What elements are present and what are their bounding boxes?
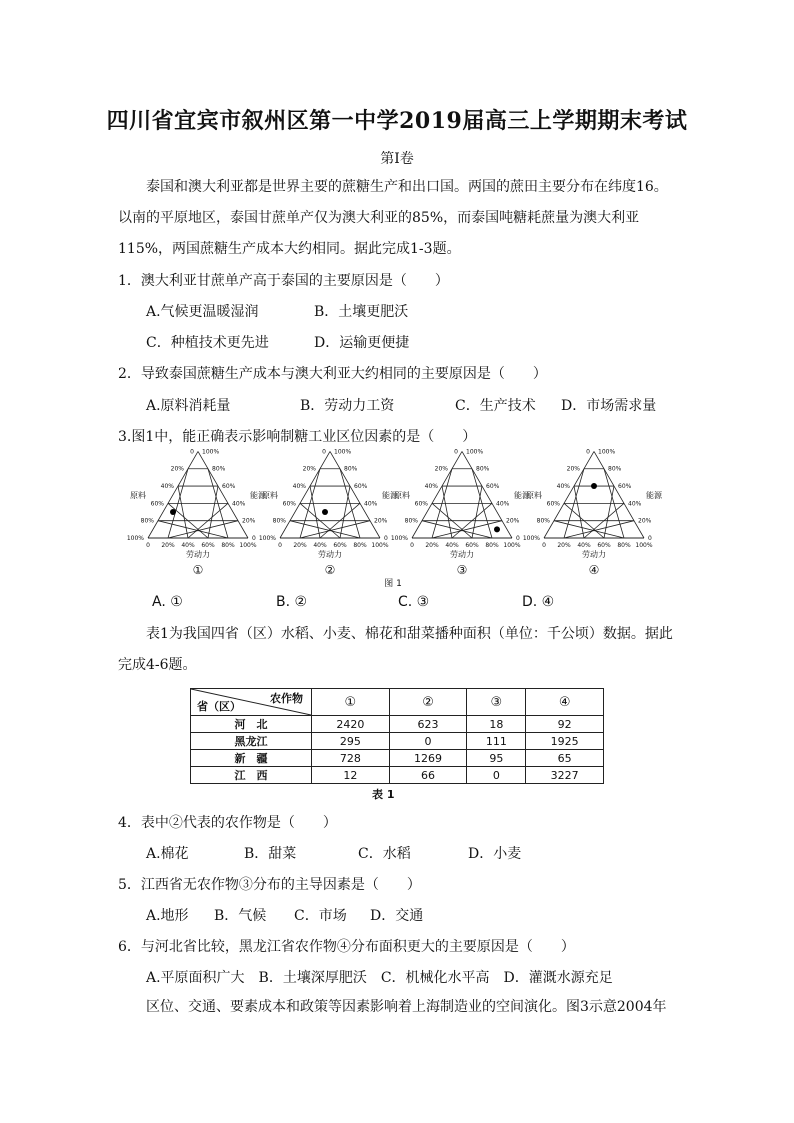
table-header-province: 省（区） (197, 700, 241, 713)
question-4-option-c: C．水稻 (358, 846, 411, 862)
table-cell: 0 (467, 767, 526, 784)
table-cell: 111 (467, 733, 526, 750)
table-cell: 728 (312, 750, 390, 767)
ternary-tick-label: 100% (390, 535, 408, 542)
ternary-tick-label: 40% (292, 483, 306, 491)
ternary-tick-label: 100% (503, 542, 521, 549)
ternary-axis-label-labor: 劳动力 (318, 550, 342, 559)
ternary-tick-label: 40% (160, 483, 174, 491)
ternary-tick-label: 20% (302, 465, 316, 473)
table-cell: 1925 (526, 733, 604, 750)
question-3-stem: 3.图1中，能正确表示影响制糖工业区位因素的是（ ） (118, 429, 477, 445)
ternary-tick-label: 20% (638, 517, 652, 525)
question-6-stem: 6．与河北省比较，黑龙江省农作物④分布面积更大的主要原因是（ ） (118, 939, 575, 955)
table-1 (190, 688, 604, 784)
question-4-option-b: B．甜菜 (244, 846, 297, 862)
question-2-stem: 2．导致泰国蔗糖生产成本与澳大利亚大约相同的主要原因是（ ） (118, 366, 547, 382)
ternary-tick-label: 80% (536, 517, 550, 525)
question-2-option-b: B．劳动力工资 (300, 398, 395, 414)
table-cell: 3227 (526, 767, 604, 784)
ternary-grid-line (604, 486, 614, 538)
ternary-tick-label: 80% (404, 517, 418, 525)
ternary-tick-label: 60% (354, 483, 368, 491)
table-cell: 295 (312, 733, 390, 750)
page-title: 四川省宜宾市叙州区第一中学2019届高三上学期期末考试 (106, 108, 688, 134)
ternary-tick-label: 100% (258, 535, 276, 542)
ternary-tick-label: 0 (516, 535, 520, 542)
question-6-options: A.平原面积广大 B．土壤深厚肥沃 C．机械化水平高 D．灌溉水源充足 (146, 970, 613, 986)
ternary-tick-label: 100% (635, 542, 653, 549)
table-column-1: ① (312, 689, 390, 716)
table-cell: 65 (526, 750, 604, 767)
ternary-axis-label-energy: 能源 (382, 491, 398, 500)
table-corner-cell (191, 689, 312, 716)
ternary-tick-label: 80% (140, 517, 154, 525)
table-cell: 92 (526, 716, 604, 733)
question-1-option-d: D．运输更便捷 (314, 335, 410, 351)
ternary-tick-label: 20% (557, 542, 571, 549)
ternary-tick-label: 0 (586, 448, 590, 456)
ternary-axis-label-energy: 能源 (514, 491, 530, 500)
ternary-grid-line (310, 486, 320, 538)
ternary-tick-label: 60% (486, 483, 500, 491)
ternary-panel-number: ① (192, 563, 204, 577)
ternary-tick-label: 60% (414, 500, 428, 508)
ternary-grid-line (544, 451, 594, 538)
question-3-option-d: D. ④ (522, 594, 555, 610)
ternary-tick-label: 40% (628, 500, 642, 508)
ternary-tick-label: 60% (618, 483, 632, 491)
ternary-tick-label: 40% (577, 542, 591, 549)
ternary-tick-label: 60% (333, 542, 347, 549)
question-3-option-a: A. ① (152, 594, 183, 610)
table-row-province: 河 北 (191, 716, 312, 733)
figure-1-ternary-diagrams (126, 448, 662, 590)
ternary-tick-label: 40% (445, 542, 459, 549)
table-cell: 66 (389, 767, 467, 784)
question-5-option-d: D．交通 (370, 908, 424, 924)
ternary-panel-number: ④ (588, 563, 600, 577)
question-4-stem: 4．表中②代表的农作物是（ ） (118, 815, 337, 831)
ternary-tick-label: 0 (278, 542, 282, 549)
ternary-grid-line (594, 451, 644, 538)
table-row (191, 767, 604, 784)
question-1-option-c: C．种植技术更先进 (146, 335, 269, 351)
ternary-tick-label: 80% (212, 465, 226, 473)
table-cell: 18 (467, 716, 526, 733)
ternary-tick-label: 20% (242, 517, 256, 525)
table-header-crop: 农作物 (270, 692, 303, 705)
ternary-tick-label: 0 (252, 535, 256, 542)
ternary-tick-label: 0 (648, 535, 652, 542)
ternary-tick-label: 0 (190, 448, 194, 456)
ternary-panel-4 (523, 448, 663, 577)
ternary-grid-line (198, 451, 248, 538)
ternary-tick-label: 100% (522, 535, 540, 542)
ternary-axis-label-energy: 能源 (250, 491, 266, 500)
question-1-option-b: B．土壤更肥沃 (314, 304, 409, 320)
ternary-tick-label: 20% (566, 465, 580, 473)
ternary-grid-line (330, 451, 380, 538)
ternary-tick-label: 0 (410, 542, 414, 549)
ternary-axis-label-energy: 能源 (646, 491, 662, 500)
table-1-caption: 表 1 (372, 788, 395, 801)
ternary-grid-line (340, 486, 350, 538)
ternary-panel-3 (391, 448, 531, 577)
question-5-option-a: A.地形 (146, 908, 189, 924)
ternary-panel-2 (259, 448, 399, 577)
question-5-option-c: C．市场 (294, 908, 347, 924)
ternary-tick-label: 80% (608, 465, 622, 473)
ternary-data-point (591, 483, 597, 489)
ternary-axis-label-labor: 劳动力 (450, 550, 474, 559)
ternary-axis-label-raw: 原料 (394, 491, 410, 500)
ternary-tick-label: 60% (465, 542, 479, 549)
ternary-axis-label-raw: 原料 (262, 491, 278, 500)
ternary-tick-label: 40% (232, 500, 246, 508)
table-cell: 12 (312, 767, 390, 784)
intro-paragraph-2: 表1为我国四省（区）水稻、小麦、棉花和甜菜播种面积（单位：千公顷）数据。据此完成4-6题。 (118, 626, 673, 673)
table-row (191, 716, 604, 733)
table-column-2: ② (389, 689, 467, 716)
ternary-data-point (494, 526, 500, 532)
ternary-tick-label: 20% (434, 465, 448, 473)
ternary-grid-line (280, 451, 330, 538)
question-5-option-b: B．气候 (214, 908, 267, 924)
ternary-grid-line (412, 451, 462, 538)
question-4-option-a: A.棉花 (146, 846, 189, 862)
ternary-tick-label: 100% (202, 448, 220, 456)
ternary-grid-line (148, 451, 198, 538)
ternary-tick-label: 40% (313, 542, 327, 549)
question-5-stem: 5．江西省无农作物③分布的主导因素是（ ） (118, 877, 421, 893)
ternary-axis-label-labor: 劳动力 (582, 550, 606, 559)
question-1-option-a: A.气候更温暖湿润 (146, 304, 259, 320)
ternary-grid-line (442, 486, 452, 538)
ternary-tick-label: 100% (334, 448, 352, 456)
ternary-tick-label: 0 (542, 542, 546, 549)
table-row-province: 新 疆 (191, 750, 312, 767)
table-column-4: ④ (526, 689, 604, 716)
question-1-stem: 1．澳大利亚甘蔗单产高于泰国的主要原因是（ ） (118, 273, 449, 289)
table-cell: 2420 (312, 716, 390, 733)
ternary-tick-label: 100% (371, 542, 389, 549)
ternary-tick-label: 0 (454, 448, 458, 456)
ternary-axis-label-raw: 原料 (130, 491, 146, 500)
question-4-option-d: D．小麦 (468, 846, 522, 862)
ternary-grid-line (462, 451, 512, 538)
question-2-option-d: D．市场需求量 (561, 398, 657, 414)
ternary-tick-label: 40% (364, 500, 378, 508)
ternary-tick-label: 60% (597, 542, 611, 549)
ternary-grid-line (208, 486, 218, 538)
ternary-tick-label: 80% (617, 542, 631, 549)
ternary-tick-label: 100% (126, 535, 144, 542)
ternary-tick-label: 20% (506, 517, 520, 525)
table-cell: 1269 (389, 750, 467, 767)
table-cell: 623 (389, 716, 467, 733)
ternary-tick-label: 80% (344, 465, 358, 473)
section-heading: 第Ⅰ卷 (380, 151, 414, 167)
ternary-panel-number: ③ (456, 563, 468, 577)
ternary-tick-label: 60% (222, 483, 236, 491)
table-cell: 0 (389, 733, 467, 750)
table-row-province: 江 西 (191, 767, 312, 784)
ternary-tick-label: 60% (282, 500, 296, 508)
ternary-axis-label-raw: 原料 (526, 491, 542, 500)
table-row (191, 750, 604, 767)
ternary-tick-label: 100% (598, 448, 616, 456)
ternary-grid-line (178, 486, 188, 538)
intro-paragraph-3: 区位、交通、要素成本和政策等因素影响着上海制造业的空间演化。图3示意2004年 (146, 999, 667, 1015)
question-2-option-a: A.原料消耗量 (146, 398, 231, 414)
ternary-tick-label: 0 (322, 448, 326, 456)
figure-1-caption: 图 1 (384, 579, 402, 589)
ternary-tick-label: 40% (496, 500, 510, 508)
intro-paragraph-1: 泰国和澳大利亚都是世界主要的蔗糖生产和出口国。两国的蔗田主要分布在纬度16。以南的平原地区，泰国甘蔗单产仅为澳大利亚的85%，而泰国吨糖耗蔗量为澳大利亚115%，两国蔗糖生产成本大约相同。据此完成1-3题。 (118, 179, 668, 257)
ternary-tick-label: 100% (466, 448, 484, 456)
question-3-option-c: C. ③ (398, 594, 430, 610)
ternary-data-point (322, 509, 328, 515)
table-column-3: ③ (467, 689, 526, 716)
ternary-tick-label: 80% (221, 542, 235, 549)
table-row (191, 733, 604, 750)
ternary-tick-label: 20% (170, 465, 184, 473)
ternary-tick-label: 0 (384, 535, 388, 542)
ternary-tick-label: 20% (293, 542, 307, 549)
ternary-tick-label: 60% (150, 500, 164, 508)
ternary-panel-1 (127, 448, 267, 577)
ternary-axis-label-labor: 劳动力 (186, 550, 210, 559)
ternary-tick-label: 0 (146, 542, 150, 549)
table-row-province: 黑龙江 (191, 733, 312, 750)
ternary-tick-label: 80% (272, 517, 286, 525)
ternary-tick-label: 40% (556, 483, 570, 491)
ternary-tick-label: 20% (425, 542, 439, 549)
table-cell: 95 (467, 750, 526, 767)
ternary-tick-label: 40% (424, 483, 438, 491)
ternary-panel-number: ② (324, 563, 336, 577)
ternary-tick-label: 100% (239, 542, 257, 549)
table-header-row (191, 689, 604, 716)
ternary-tick-label: 20% (161, 542, 175, 549)
ternary-grid-line (472, 486, 482, 538)
ternary-grid-line (574, 486, 584, 538)
ternary-data-point (170, 509, 176, 515)
question-2-option-c: C．生产技术 (455, 398, 536, 414)
question-3-option-b: B. ② (276, 594, 308, 610)
ternary-tick-label: 80% (353, 542, 367, 549)
ternary-tick-label: 20% (374, 517, 388, 525)
ternary-tick-label: 80% (476, 465, 490, 473)
ternary-tick-label: 60% (201, 542, 215, 549)
ternary-tick-label: 80% (485, 542, 499, 549)
ternary-tick-label: 40% (181, 542, 195, 549)
ternary-tick-label: 60% (546, 500, 560, 508)
